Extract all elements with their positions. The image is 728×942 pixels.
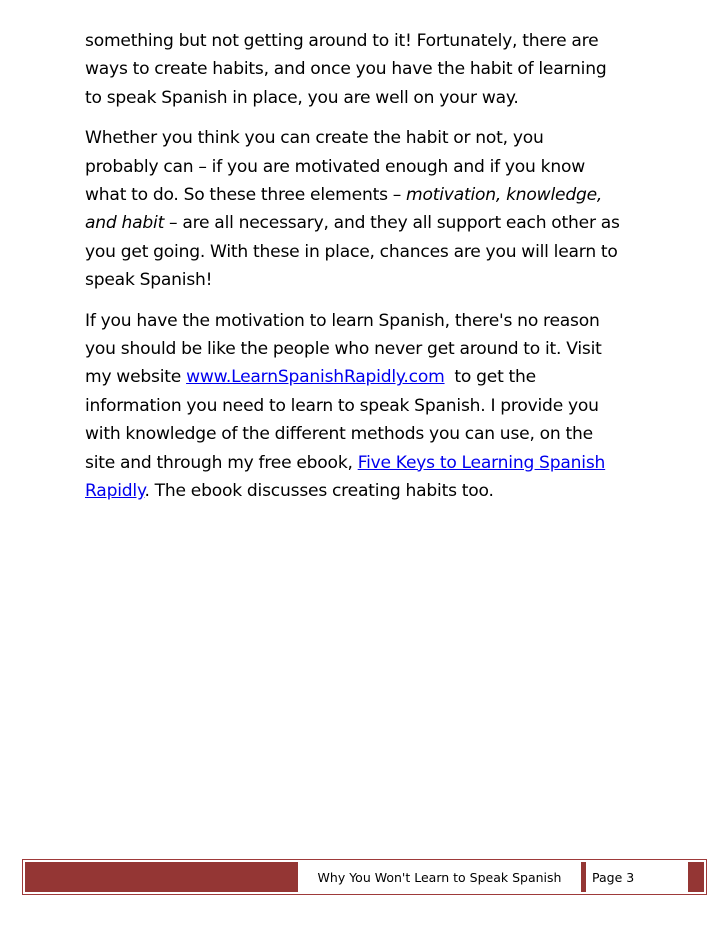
text-line: probably can – if you are motivated enough and if you know (85, 156, 585, 177)
text-line: to speak Spanish in place, you are well on your way. (85, 87, 519, 108)
emphasis-text: and habit (85, 213, 165, 234)
paragraph-habits (85, 27, 655, 112)
text-segment: to get the (444, 367, 536, 388)
text-line (85, 181, 655, 209)
text-segment: site and through my free ebook, (85, 452, 358, 473)
text-line: ways to create habits, and once you have the habit of learning (85, 59, 607, 80)
paragraph-elements (85, 124, 655, 294)
page-number: Page 3 (586, 862, 688, 892)
text-line: Whether you think you can create the habit or not, you (85, 128, 544, 149)
text-line (85, 477, 655, 505)
text-segment: – are all necessary, and they all support each other as (164, 213, 620, 234)
paragraph-website (85, 307, 655, 506)
text-line: something but not getting around to it! Fortunately, there are (85, 31, 599, 51)
text-line: speak Spanish! (85, 270, 213, 291)
text-line (85, 209, 655, 237)
text-line: you get going. With these in place, chances are you will learn to (85, 241, 618, 262)
text-line: If you have the motivation to learn Spanish, there's no reason (85, 310, 600, 331)
text-line: with knowledge of the different methods you can use, on the (85, 424, 593, 445)
ebook-link[interactable]: Five Keys to Learning Spanish (357, 452, 606, 473)
text-segment: what to do. So these three elements – (85, 185, 407, 206)
page-footer (22, 859, 707, 895)
text-line (85, 363, 655, 391)
footer-bar (25, 862, 704, 892)
text-line: information you need to learn to speak Spanish. I provide you (85, 395, 599, 416)
text-segment: my website (85, 367, 187, 388)
page-body (85, 27, 655, 518)
emphasis-text: motivation, knowledge, (406, 185, 603, 206)
text-line (85, 449, 655, 477)
text-line: you should be like the people who never get around to it. Visit (85, 339, 602, 360)
website-link[interactable]: www.LearnSpanishRapidly.com (186, 367, 445, 388)
text-segment: . The ebook discusses creating habits too. (144, 481, 494, 502)
ebook-link[interactable]: Rapidly (85, 481, 145, 502)
footer-title: Why You Won't Learn to Speak Spanish (298, 862, 581, 892)
